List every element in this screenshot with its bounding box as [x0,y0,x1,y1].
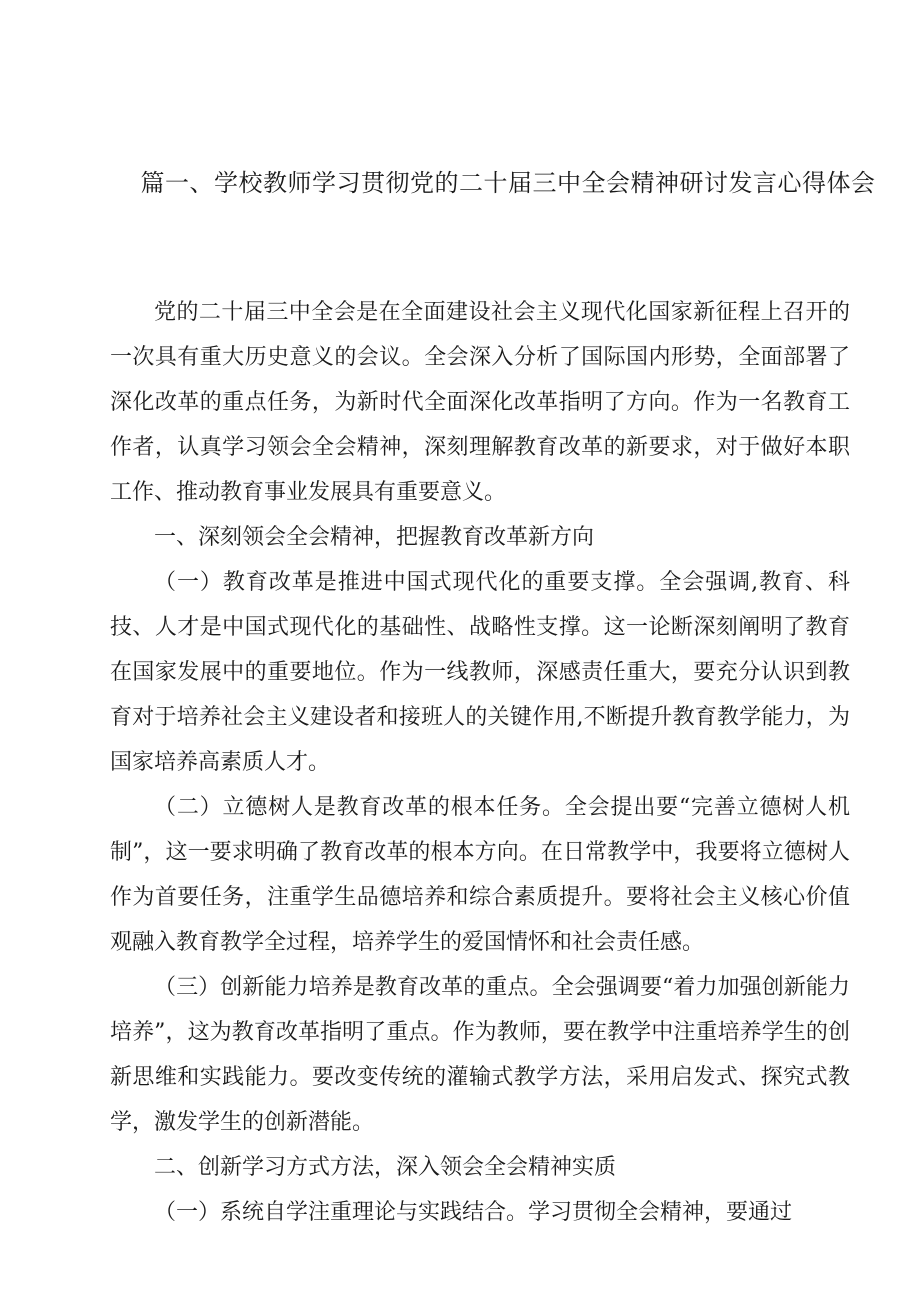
document-body [110,290,850,1235]
intro-paragraph: 党的二十届三中全会是在全面建设社会主义现代化国家新征程上召开的一次具有重大历史意义的会议。全会深入分析了国际国内形势，全面部署了深化改革的重点任务，为新时代全面深化改革指明了方向。作为一名教育工作者，认真学习领会全会精神，深刻理解教育改革的新要求，对于做好本职工作、推动教育事业发展具有重要意义。 [110,300,850,505]
body-paragraph-1-2: （二）立德树人是教育改革的根本任务。全会提出要“完善立德树人机制”，这一要求明确了教育改革的根本方向。在日常教学中，我要将立德树人作为首要任务，注重学生品德培养和综合素质提升。要将社会主义核心价值观融入教育教学全过程，培养学生的爱国情怀和社会责任感。 [110,795,850,955]
body-paragraph-2-1: （一）系统自学注重理论与实践结合。学习贯彻全会精神，要通过 [154,1200,793,1225]
body-paragraph-1-3: （三）创新能力培养是教育改革的重点。全会强调要“着力加强创新能力培养”，这为教育改革指明了重点。作为教师，要在教学中注重培养学生的创新思维和实践能力。要改变传统的灌输式教学方法，采用启发式、探究式教学，激发学生的创新潜能。 [110,975,850,1135]
body-paragraph-1-1: （一）教育改革是推进中国式现代化的重要支撑。全会强调,教育、科技、人才是中国式现代化的基础性、战略性支撑。这一论断深刻阐明了教育在国家发展中的重要地位。作为一线教师，深感责任重大，要充分认识到教育对于培养社会主义建设者和接班人的关键作用,不断提升教育教学能力，为国家培养高素质人才。 [110,570,850,775]
section-heading-2: 二、创新学习方式方法，深入领会全会精神实质 [154,1155,617,1180]
section-heading-1: 一、深刻领会全会精神，把握教育改革新方向 [154,525,595,550]
document-title: 篇一、学校教师学习贯彻党的二十届三中全会精神研讨发言心得体会 [140,169,876,197]
